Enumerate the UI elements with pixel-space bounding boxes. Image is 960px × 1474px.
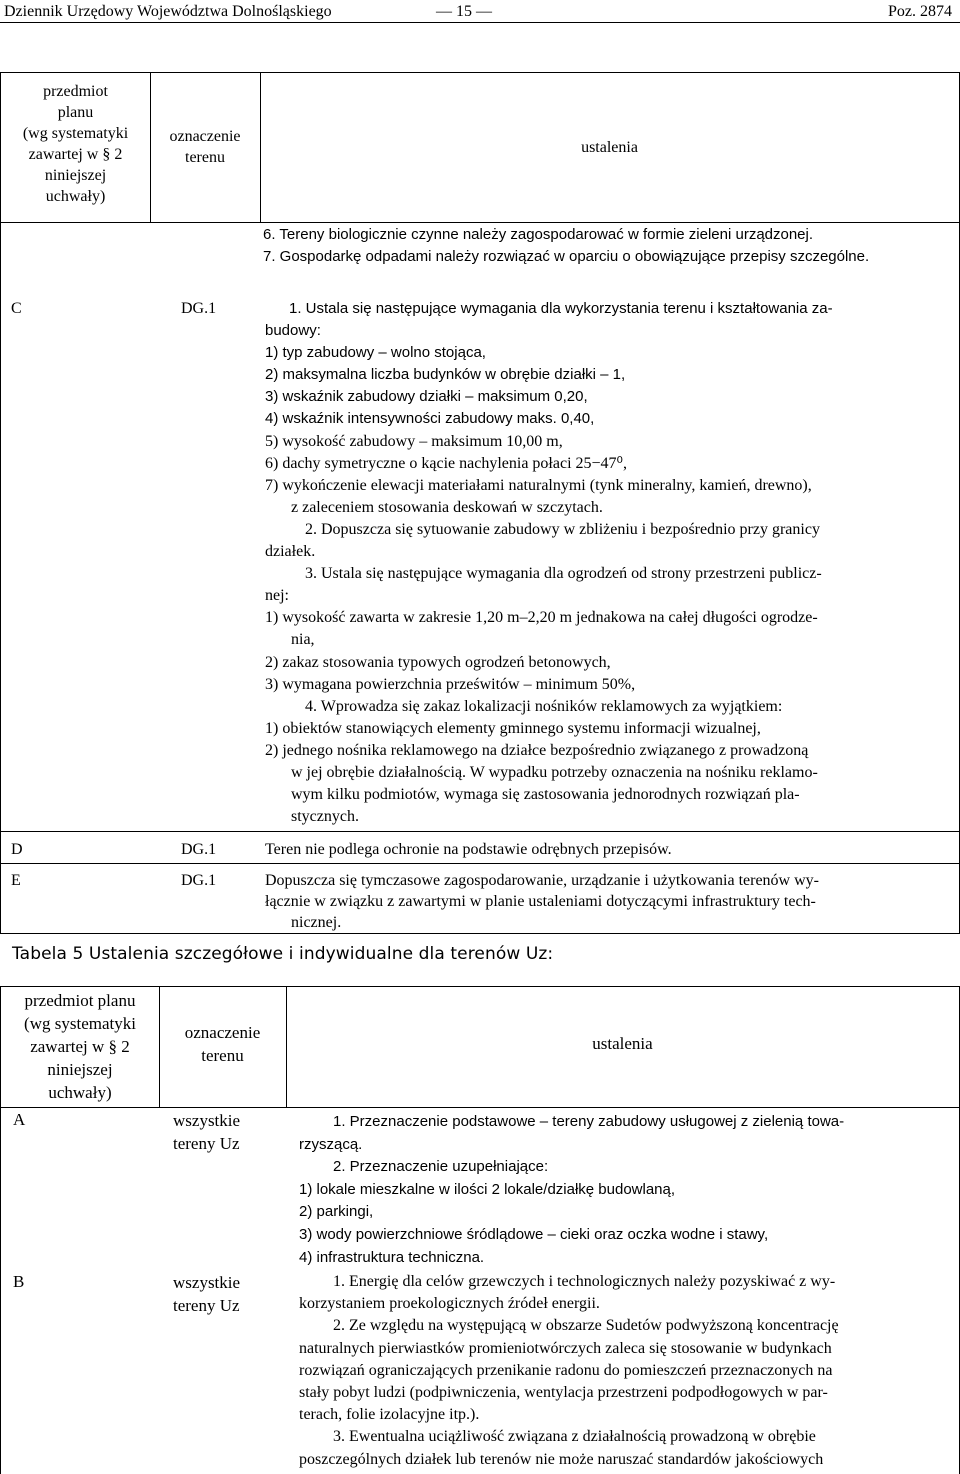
header-area-code: oznaczenie terenu bbox=[184, 1023, 261, 1065]
row-c-area: DG.1 bbox=[181, 300, 217, 317]
regulations-table-dg bbox=[0, 72, 960, 934]
row-b-subject: B bbox=[13, 1272, 25, 1291]
row-d-regulations: Teren nie podlega ochronie na podstawie odrębnych przepisów. bbox=[265, 841, 672, 858]
row-continuation-text: 6. Tereny biologicznie czynne należy zagospodarować w formie zieleni urządzonej. 7. Gospodarkę odpadami należy rozwiązać w oparciu o obowiązujące przepisy szczególne. bbox=[263, 226, 870, 265]
table-caption: Tabela 5 Ustalenia szczegółowe i indywidualne dla terenów Uz: bbox=[12, 944, 554, 964]
header-regulations: ustalenia bbox=[581, 139, 638, 156]
header-regulations: ustalenia bbox=[592, 1034, 653, 1053]
header-rule bbox=[0, 22, 960, 23]
page-number: — 15 — bbox=[436, 3, 492, 20]
regulations-table-uz bbox=[0, 986, 960, 1474]
row-c-regulations: 1. Ustala się następujące wymagania dla wykorzystania terenu i kształtowania za- budowy: 1) typ zabudowy – wolno stojąca, 2) maksymalna liczba budynków w obrębie działki – 1, 3) wskaźnik zabudowy działki – maksimum 0,20, 4) wskaźnik intensywności zabudowy maks. 0,40, 5) wysokość zabudowy – maksimum 10,00 m, 6) dachy symetryczne o kącie nachylenia połaci 25−47⁰, 7) wykończenie elewacji materiałami naturalnymi (tynk mineralny, kamień, drewno), z zaleceniem stosowania deskowań w szczytach. 2. Dopuszcza się sytuowanie zabudowy w zbliżeniu i bezpośrednio przy granicy działek. 3. Ustala się następujące wymagania dla ogrodzeń od strony przestrzeni publicz- nej: 1) wysokość zawarta w zakresie 1,20 m–2,20 m jednakowa na całej długości ogrodze- nia, 2) zakaz stosowania typowych ogrodzeń betonowych, 3) wymagana powierzchnia prześwitów – minimum 50%, 4. Wprowadza się zakaz lokalizacji nośników reklamowych za wyjątkiem: 1) obiektów stanowiących elementy gminnego systemu informacji wizualnej, 2) jednego nośnika reklamowego na działce bezpośrednio związanego z prowadzoną w jej obrębie działalnością. W wypadku potrzeby oznaczenia na nośniku reklamo- wym kilku podmiotów, wymaga się zastosowania jednorodnych rozwiązań pla- stycznych. bbox=[265, 300, 833, 826]
row-e-subject: E bbox=[11, 872, 21, 889]
row-a-regulations: 1. Przeznaczenie podstawowe – tereny zabudowy usługowej z zielenią towa- rzyszącą. 2. Przeznaczenie uzupełniające: 1) lokale mieszkalne w ilości 2 lokale/działkę budowlaną, 2) parkingi, 3) wody powierzchniowe śródlądowe – cieki oraz oczka wodne i stawy, 4) infrastruktura techniczna. bbox=[299, 1113, 845, 1266]
position-number: Poz. 2874 bbox=[888, 3, 952, 20]
row-e-regulations: Dopuszcza się tymczasowe zagospodarowanie, urządzanie i użytkowania terenów wy- łącznie w związku z zawartymi w planie ustaleniami dotyczącymi infrastruktury tech- nicznej. bbox=[265, 872, 819, 931]
journal-title: Dziennik Urzędowy Województwa Dolnośląskiego bbox=[4, 3, 332, 20]
header-subject: przedmiot planu (wg systematyki zawartej w § 2 niniejszej uchwały) bbox=[22, 83, 129, 205]
row-d-area: DG.1 bbox=[181, 841, 217, 858]
row-d-divider bbox=[1, 831, 959, 832]
header-subject: przedmiot planu (wg systematyki zawartej w § 2 niniejszej uchwały) bbox=[24, 991, 136, 1102]
header-divider bbox=[1, 222, 959, 223]
page-header bbox=[0, 0, 960, 22]
header-area-code: oznaczenie terenu bbox=[169, 128, 241, 166]
header-divider bbox=[1, 1107, 959, 1108]
row-b-regulations: 1. Energię dla celów grzewczych i technologicznych należy pozyskiwać z wy- korzystaniem proekologicznych źródeł energii. 2. Ze względu na występującą w obszarze Sudetów podwyższoną koncentrację naturalnych pierwiastków promieniotwórczych zaleca się stosowanie w budynkach rozwiązań ograniczających przenikanie radonu do pomieszczeń przeznaczonych na stały pobyt ludzi (podpiwniczenia, wentylacja przestrzeni podpodłogowych w par- terach, folie izolacyjne itp.). 3. Ewentualna uciążliwość związana z działalnością prowadzoną w obrębie poszczególnych działek lub terenów nie może naruszać standardów jakościowych bbox=[299, 1273, 839, 1468]
row-b-area: wszystkie tereny Uz bbox=[173, 1273, 241, 1315]
row-a-area: wszystkie tereny Uz bbox=[173, 1111, 241, 1153]
row-c-subject: C bbox=[11, 300, 22, 317]
row-e-area: DG.1 bbox=[181, 872, 217, 889]
row-e-divider bbox=[1, 863, 959, 864]
row-d-subject: D bbox=[11, 841, 23, 858]
row-a-subject: A bbox=[13, 1110, 26, 1129]
